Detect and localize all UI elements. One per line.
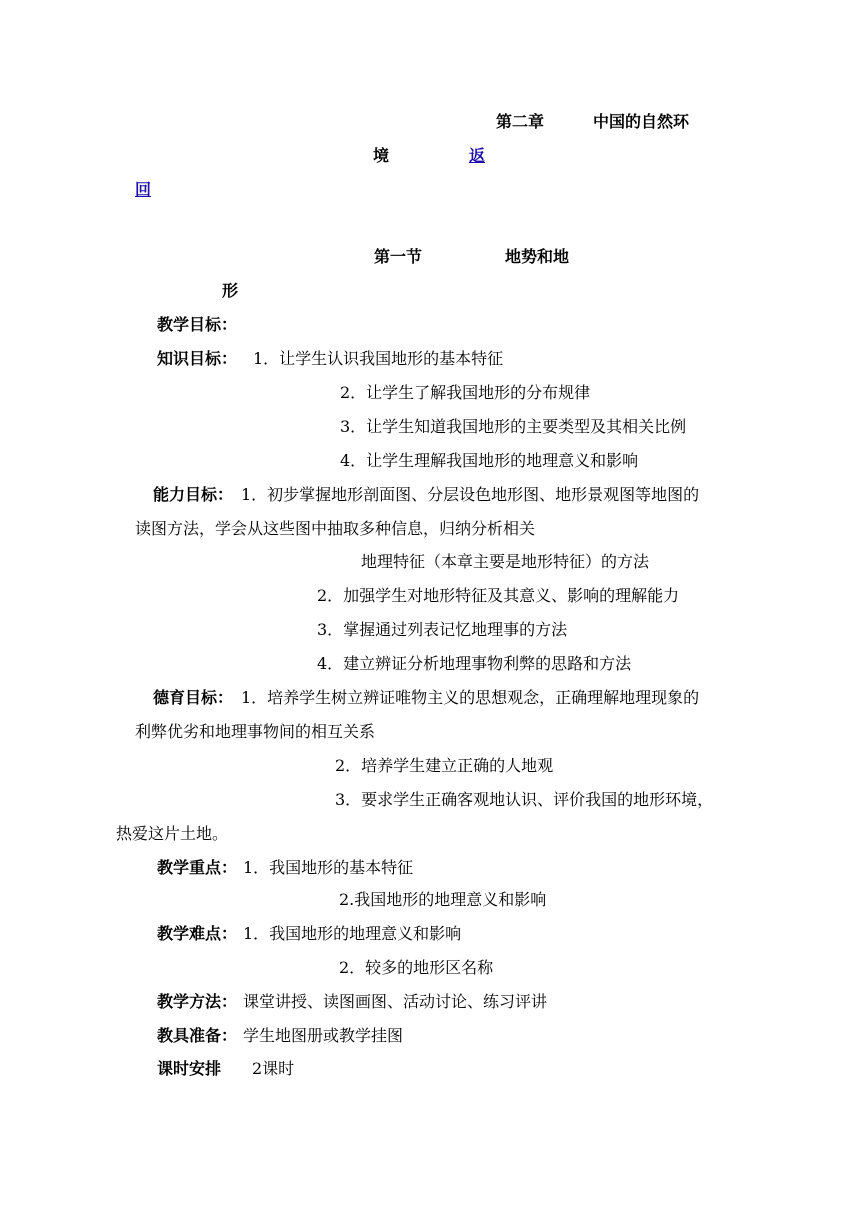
chapter-number: 第二章	[496, 112, 545, 131]
difficulty-2: 2．较多的地形区名称	[339, 958, 494, 977]
methods-label: 教学方法：	[157, 992, 238, 1011]
moral-goal-1-line2: 利弊优劣和地理事物间的相互关系	[135, 722, 376, 741]
key-point-1: 1．我国地形的基本特征	[243, 858, 414, 877]
ability-goal-1-line3: 地理特征（本章主要是地形特征）的方法	[361, 552, 650, 571]
tools-text: 学生地图册或教学挂图	[243, 1026, 404, 1045]
back-link-part1[interactable]: 返	[469, 146, 486, 165]
ability-goal-1-line2: 读图方法，学会从这些图中抽取多种信息，归纳分析相关	[135, 519, 536, 538]
section-title-part1: 地势和地	[505, 247, 570, 266]
ability-goal-1-line1: 1．初步掌握地形剖面图、分层设色地形图、地形景观图等地图的	[241, 485, 700, 504]
key-points-label: 教学重点：	[157, 858, 238, 877]
moral-goal-1-line1: 1．培养学生树立辨证唯物主义的思想观念，正确理解地理现象的	[241, 688, 700, 707]
chapter-title-part1: 中国的自然环	[593, 112, 690, 131]
chapter-title-part2: 境	[373, 146, 390, 165]
moral-goal-3-line2: 热爱这片土地。	[116, 824, 229, 843]
moral-goals-label: 德育目标：	[153, 688, 234, 707]
knowledge-goal-2: 2．让学生了解我国地形的分布规律	[340, 383, 591, 402]
knowledge-goal-4: 4．让学生理解我国地形的地理意义和影响	[340, 451, 639, 470]
section-number: 第一节	[374, 247, 423, 266]
difficulty-1: 1．我国地形的地理意义和影响	[243, 924, 462, 943]
tools-label: 教具准备：	[157, 1026, 238, 1045]
methods-text: 课堂讲授、读图画图、活动讨论、练习评讲	[243, 992, 548, 1011]
moral-goal-2: 2．培养学生建立正确的人地观	[335, 756, 554, 775]
schedule-label: 课时安排	[157, 1059, 222, 1078]
ability-goal-3: 3．掌握通过列表记忆地理事的方法	[317, 620, 568, 639]
schedule-text: 2课时	[252, 1059, 295, 1078]
difficulties-label: 教学难点：	[157, 924, 238, 943]
back-link-part2[interactable]: 回	[135, 180, 152, 199]
knowledge-goal-1: 1．让学生认识我国地形的基本特征	[253, 349, 504, 368]
key-point-2: 2.我国地形的地理意义和影响	[339, 890, 547, 909]
knowledge-goal-3: 3．让学生知道我国地形的主要类型及其相关比例	[340, 417, 687, 436]
ability-goal-4: 4．建立辨证分析地理事物利弊的思路和方法	[317, 654, 632, 673]
ability-goal-2: 2．加强学生对地形特征及其意义、影响的理解能力	[317, 586, 680, 605]
knowledge-goals-label: 知识目标：	[157, 349, 238, 368]
teaching-goals-label: 教学目标：	[157, 315, 238, 334]
section-title-part2: 形	[222, 281, 239, 300]
ability-goals-label: 能力目标：	[153, 485, 234, 504]
moral-goal-3-line1: 3．要求学生正确客观地认识、评价我国的地形环境，	[335, 790, 714, 809]
